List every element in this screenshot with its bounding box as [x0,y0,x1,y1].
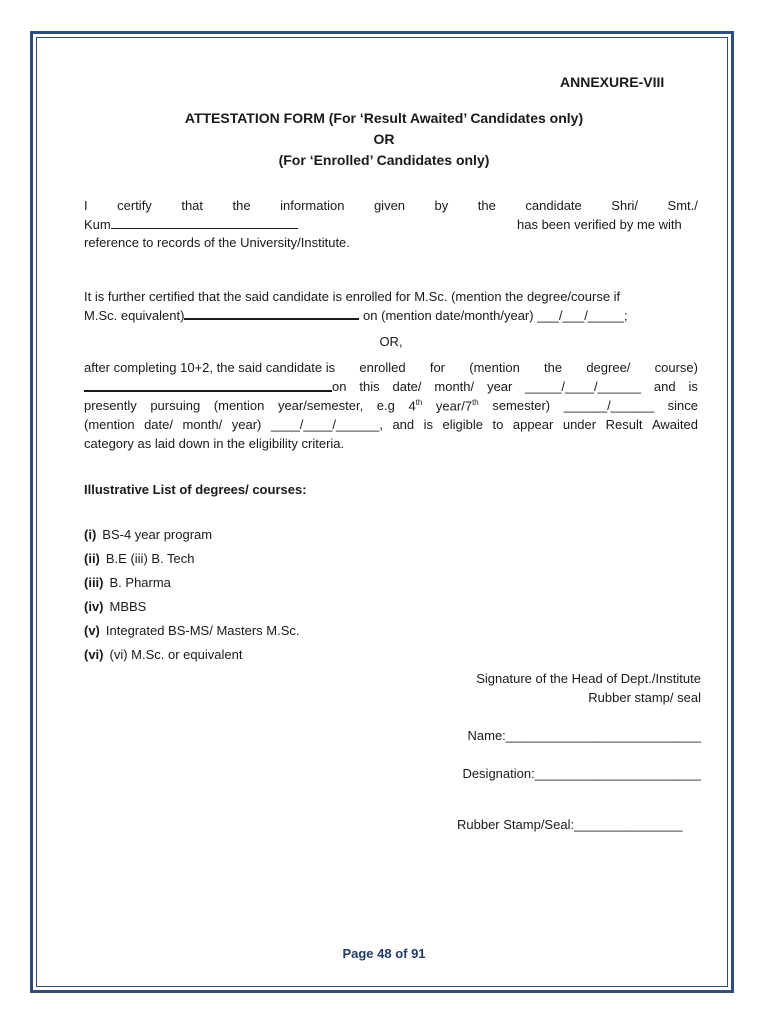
list-item: (i) BS-4 year program [84,527,213,542]
designation-field[interactable]: Designation:_______________________ [462,766,701,781]
candidate-name-blank[interactable] [111,217,298,229]
list-item: (v) Integrated BS-MS/ Masters M.Sc. [84,623,300,638]
form-title: ATTESTATION FORM (For ‘Result Awaited’ Candidates only) [184,110,584,126]
rubber-stamp-field[interactable]: Rubber Stamp/Seal:_______________ [457,817,683,832]
annexure-label: ANNEXURE-VIII [560,74,665,90]
para3-line5: category as laid down in the eligibility criteria. [84,436,345,451]
form-subtitle: (For ‘Enrolled’ Candidates only) [278,152,490,168]
para1-line3: reference to records of the University/Institute. [84,235,350,250]
para1-line2-right: has been verified by me with [517,217,682,232]
list-item: (ii) B.E (iii) B. Tech [84,551,195,566]
name-field[interactable]: Name:___________________________ [467,728,701,743]
para3-line4: (mention date/ month/ year) ____/____/______, and is eligible to appear under Result Awaited [84,417,698,432]
list-item: (iii) B. Pharma [84,575,171,590]
list-item: (vi) (vi) M.Sc. or equivalent [84,647,243,662]
list-item: (iv) MBBS [84,599,147,614]
degree-blank[interactable] [184,307,359,320]
list-heading: Illustrative List of degrees/ courses: [84,482,307,497]
para1-line2-left: Kum [84,217,298,232]
para2-line1: It is further certified that the said candidate is enrolled for M.Sc. (mention the degree/course if [84,289,621,304]
course-blank[interactable] [84,379,332,392]
or-separator: OR, [379,334,403,349]
para3-line3: presently pursuing (mention year/semester, e.g 4th year/7th semester) ______/______ since [84,398,698,414]
page-border-inner [36,37,728,987]
page-number: Page 48 of 91 [342,946,426,961]
para3-line1: after completing 10+2, the said candidate is enrolled for (mention the degree/ course) [84,360,698,375]
stamp-line: Rubber stamp/ seal [588,690,701,705]
signature-line: Signature of the Head of Dept./Institute [476,671,701,686]
form-title-or: OR [373,131,395,147]
para1-line1: I certify that the information given by the candidate Shri/ Smt./ [84,198,698,213]
para3-line2: on this date/ month/ year _____/____/______ and is [84,379,698,394]
para2-line2: M.Sc. equivalent) on (mention date/month/year) ___/___/_____; [84,308,628,323]
